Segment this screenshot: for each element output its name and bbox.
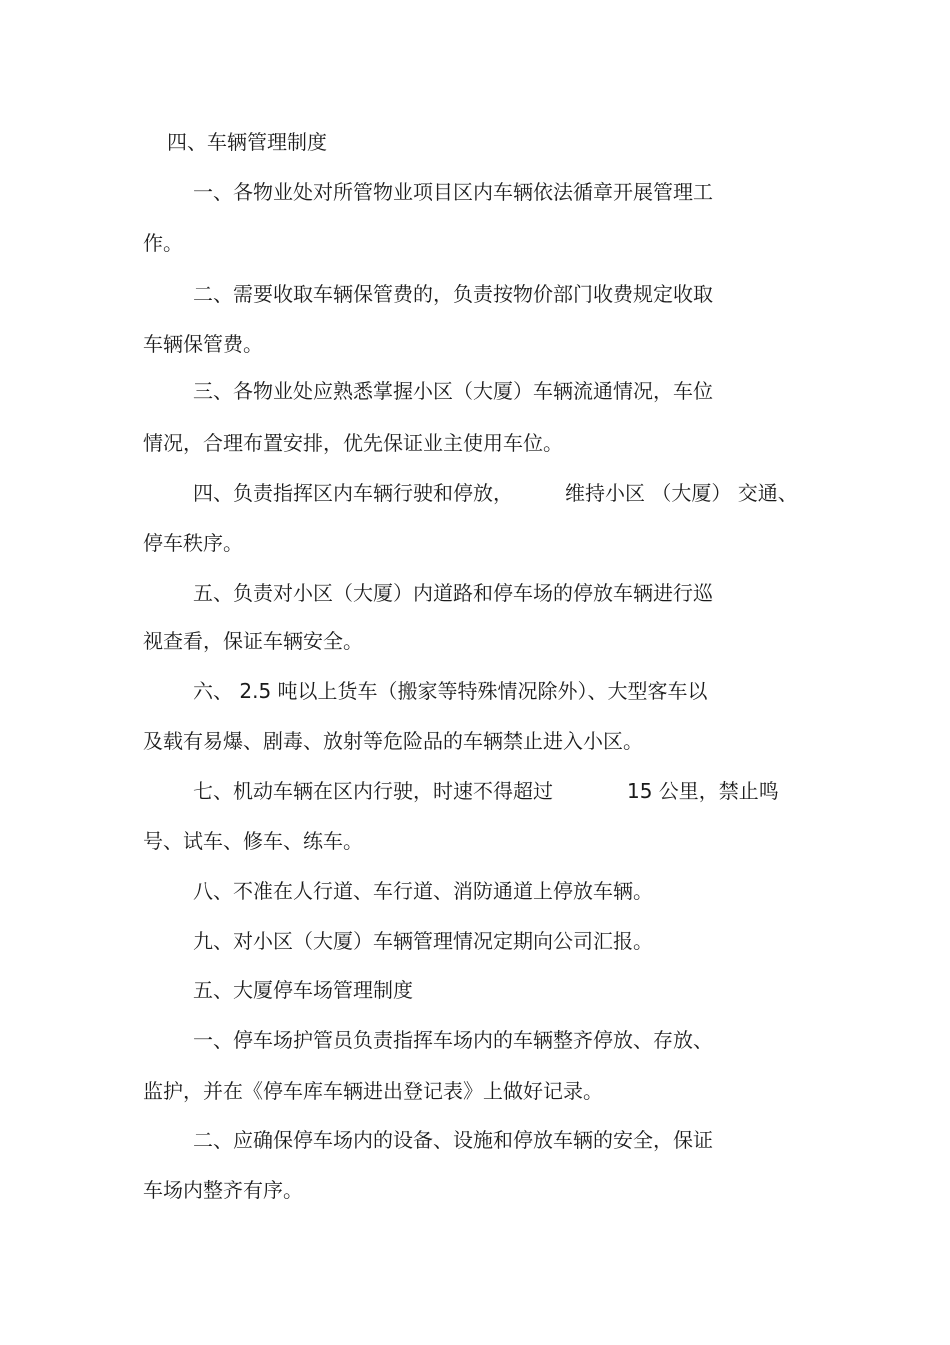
paragraph-line: 车辆保管费。 <box>143 332 263 356</box>
paragraph-line: 二、应确保停车场内的设备、设施和停放车辆的安全，保证 <box>193 1128 713 1152</box>
paragraph-line: 作。 <box>143 231 183 255</box>
paragraph-line: 停车秩序。 <box>143 531 243 555</box>
paragraph-line: 二、需要收取车辆保管费的，负责按物价部门收费规定收取 <box>193 282 713 306</box>
paragraph-line: 六、 2.5 吨以上货车（搬家等特殊情况除外）、大型客车以 <box>193 679 708 703</box>
paragraph-line: 车场内整齐有序。 <box>143 1178 303 1202</box>
paragraph-line: 一、各物业处对所管物业项目区内车辆依法循章开展管理工 <box>193 180 713 204</box>
paragraph-line: 七、机动车辆在区内行驶，时速不得超过 <box>193 779 553 803</box>
paragraph-line: 监护，并在《停车库车辆进出登记表》上做好记录。 <box>143 1079 603 1103</box>
paragraph-line: 维持小区 （大厦） 交通、 <box>565 481 798 505</box>
paragraph-line: 八、不准在人行道、车行道、消防通道上停放车辆。 <box>193 879 653 903</box>
paragraph-line: 视查看，保证车辆安全。 <box>143 629 363 653</box>
paragraph-line: 及载有易爆、剧毒、放射等危险品的车辆禁止进入小区。 <box>143 729 643 753</box>
paragraph-line: 五、负责对小区（大厦）内道路和停车场的停放车辆进行巡 <box>193 581 713 605</box>
paragraph-line: 九、对小区（大厦）车辆管理情况定期向公司汇报。 <box>193 929 653 953</box>
section-heading: 五、大厦停车场管理制度 <box>193 978 413 1002</box>
paragraph-line: 三、各物业处应熟悉掌握小区（大厦）车辆流通情况，车位 <box>193 379 713 403</box>
paragraph-line: 情况，合理布置安排，优先保证业主使用车位。 <box>143 431 563 455</box>
paragraph-line: 号、试车、修车、练车。 <box>143 829 363 853</box>
paragraph-line: 四、负责指挥区内车辆行驶和停放， <box>193 481 513 505</box>
paragraph-line: 15 公里，禁止鸣 <box>627 779 779 803</box>
paragraph-line: 一、停车场护管员负责指挥车场内的车辆整齐停放、存放、 <box>193 1028 713 1052</box>
section-heading: 四、车辆管理制度 <box>167 130 327 154</box>
